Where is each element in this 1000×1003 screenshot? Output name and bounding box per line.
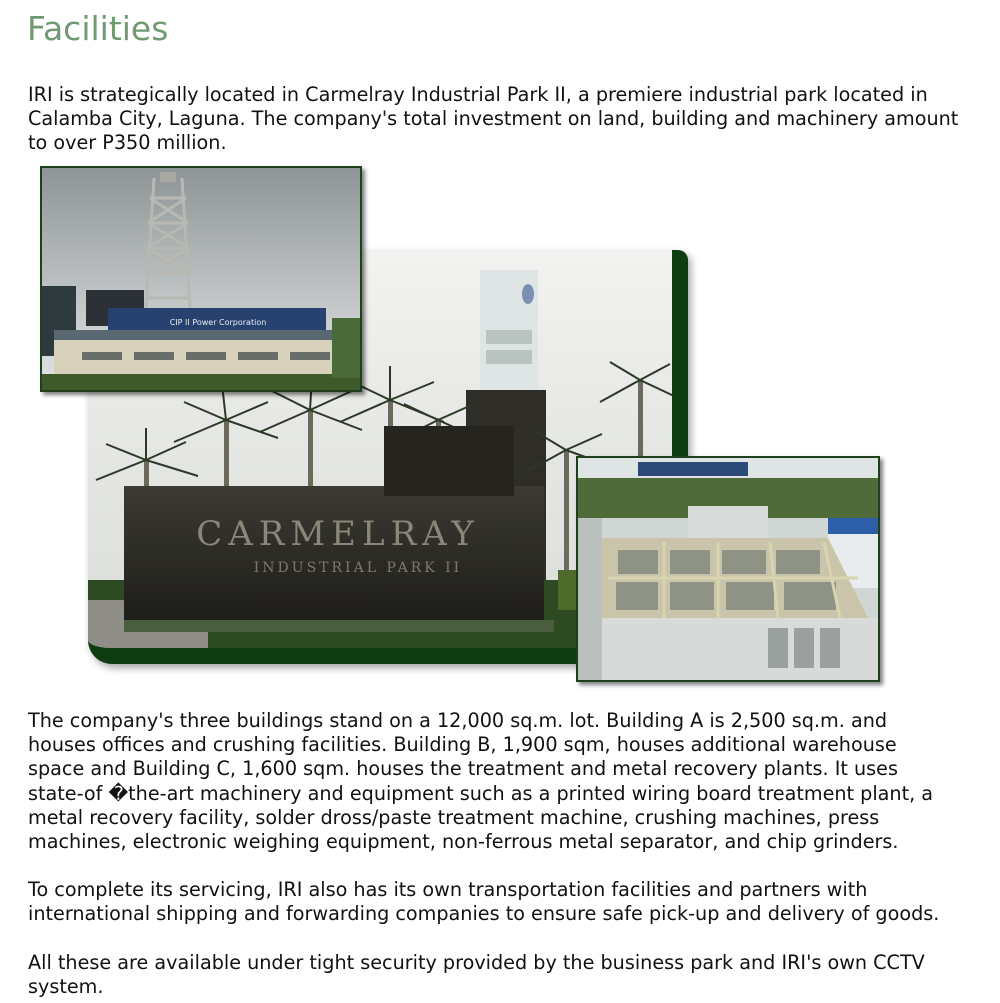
intro-paragraph: IRI is strategically located in Carmelray Industrial Park II, a premiere industrial park located in Calamba City, Laguna. The company's total investment on land, building and machinery amount to over P350 million. bbox=[28, 83, 959, 155]
treatment-plant-illustration bbox=[578, 458, 878, 680]
buildings-paragraph: The company's three buildings stand on a 12,000 sq.m. lot. Building A is 2,500 sq.m. and houses offices and crushing facilities. Building B, 1,900 sqm, houses additional warehouse space and Building C, 1,600 sqm. houses the treatment and metal recovery plants. It uses state-of �the-art machinery and equipment such as a printed wiring board treatment plant, a metal recovery facility, solder dross/paste treatment machine, crushing machines, press machines, electronic weighing equipment, non-ferrous metal separator, and chip grinders. bbox=[28, 709, 934, 854]
page-title: Facilities bbox=[27, 9, 169, 48]
plant-sign-text: CIP II Power Corporation bbox=[169, 318, 267, 327]
carmelray-sign-sub-text: INDUSTRIAL PARK II bbox=[253, 560, 463, 576]
servicing-paragraph: To complete its servicing, IRI also has its own transportation facilities and partners with international shipping and forwarding companies to ensure safe pick-up and delivery of goods. bbox=[28, 878, 940, 926]
power-plant-illustration bbox=[42, 168, 360, 390]
power-plant-photo bbox=[40, 166, 362, 392]
facilities-photo-collage bbox=[40, 166, 885, 686]
security-paragraph: All these are available under tight security provided by the business park and IRI's own CCTV system. bbox=[28, 951, 925, 999]
treatment-plant-photo bbox=[576, 456, 880, 682]
carmelray-sign-main-text: CARMELRAY bbox=[196, 514, 480, 554]
